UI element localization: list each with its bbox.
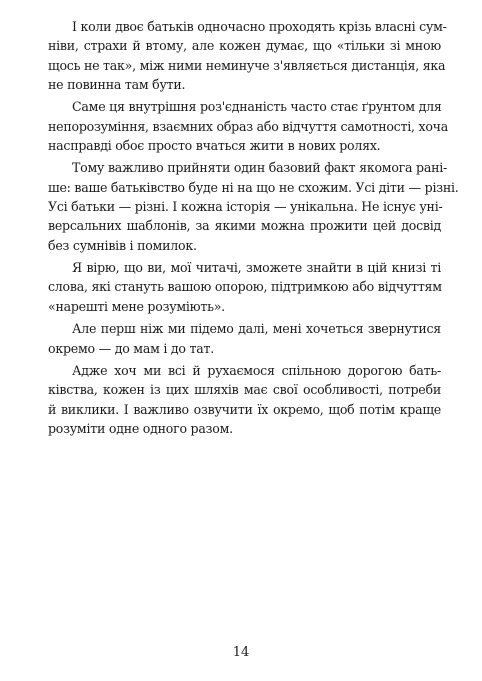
text-line: щось не так», між ними неминуче з'являється дистанція, яка bbox=[48, 57, 446, 73]
text-line: без сумнівів і помилок. bbox=[48, 237, 197, 253]
page-number: 14 bbox=[232, 645, 250, 660]
text-line: Але перш ніж ми підемо далі, мені хочеться звернутися bbox=[72, 321, 441, 337]
paragraph-4 bbox=[48, 258, 441, 316]
text-line: окремо — до мам і до тат. bbox=[48, 340, 214, 356]
text-line: непорозуміння, взаємних образ або відчуття самотності, хоча bbox=[48, 118, 448, 134]
text-line: ківства, кожен із цих шляхів має свої особливості, потреби bbox=[48, 382, 441, 398]
paragraph-2 bbox=[48, 97, 448, 155]
text-line: Адже хоч ми всі й рухаємося спільною дорогою бать- bbox=[72, 362, 441, 378]
text-line: не повинна там бути. bbox=[48, 76, 186, 92]
text-line: Усі батьки — різні. І кожна історія — унікальна. Не існує уні- bbox=[48, 199, 443, 215]
text-line: Саме ця внутрішня роз'єднаність часто стає ґрунтом для bbox=[72, 99, 442, 115]
text-line: «нарешті мене розуміють». bbox=[48, 298, 225, 314]
text-line: й виклики. І важливо озвучити їх окремо, щоб потім краще bbox=[48, 401, 441, 417]
text-line: Я вірю, що ви, мої читачі, зможете знайти в цій книзі ті bbox=[72, 260, 441, 276]
paragraph-1 bbox=[48, 17, 447, 94]
paragraph-3 bbox=[48, 158, 459, 254]
text-line: слова, які стануть вашою опорою, підтримкою або відчуттям bbox=[48, 279, 442, 295]
text-line: ше: ваше батьківство буде ні на що не схожим. Усі діти — різні. bbox=[48, 179, 459, 195]
paragraph-5 bbox=[48, 319, 441, 358]
text-line: версальних шаблонів, за якими можна прожити цей досвід bbox=[48, 218, 441, 234]
text-line: розуміти одне одного разом. bbox=[48, 420, 233, 436]
text-line: І коли двоє батьків одночасно проходять крізь власні сум- bbox=[72, 19, 447, 34]
body-text bbox=[48, 17, 459, 441]
text-line: Тому важливо прийняти один базовий факт якомога рані- bbox=[72, 160, 448, 176]
text-line: насправді обоє просто вчаться жити в нових ролях. bbox=[48, 137, 381, 153]
paragraph-6 bbox=[48, 361, 441, 438]
text-line: ніви, страхи й втому, але кожен думає, що «тільки зі мною bbox=[48, 38, 441, 54]
